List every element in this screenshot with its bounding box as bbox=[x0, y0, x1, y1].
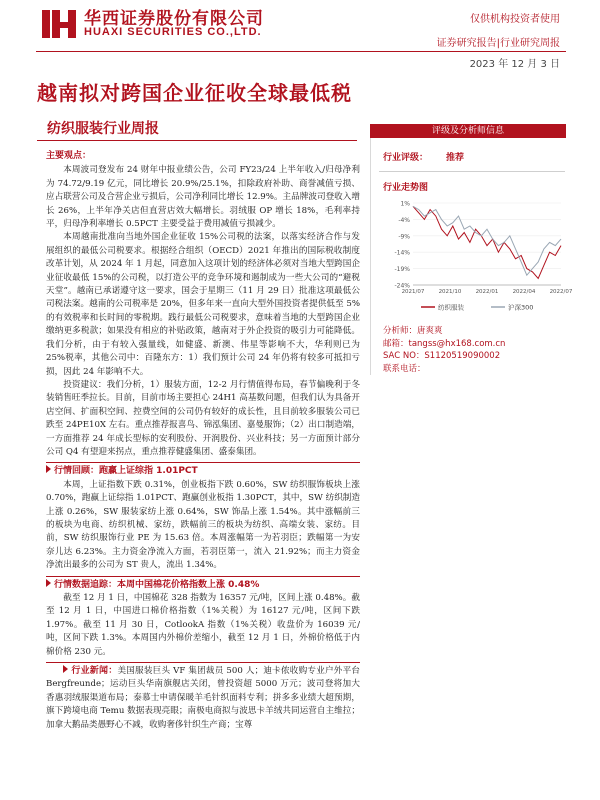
legend-label: 纺织服装 bbox=[438, 303, 464, 312]
sidebar-header: 评级及分析师信息 bbox=[370, 124, 566, 138]
industry-rating bbox=[371, 138, 566, 163]
x-tick-label: 2022/01 bbox=[475, 289, 499, 295]
triangle-bullet-icon bbox=[46, 579, 51, 587]
section-divider bbox=[46, 462, 360, 463]
section-heading-data: 行情数据追踪：本周中国棉花价格指数上涨 0.48% bbox=[46, 579, 360, 592]
report-subtitle: 纺织服装行业周报 bbox=[47, 121, 159, 137]
y-tick-label: -9% bbox=[398, 233, 410, 241]
page-header bbox=[0, 0, 600, 60]
analyst-name: 分析师：唐爽爽 bbox=[383, 326, 443, 336]
y-tick-label: 1% bbox=[400, 200, 410, 208]
sidebar bbox=[370, 124, 573, 375]
triangle-bullet-icon bbox=[46, 465, 51, 473]
trend-chart-svg bbox=[377, 199, 573, 319]
report-title: 越南拟对跨国企业征收全球最低税 bbox=[37, 81, 352, 105]
paragraph-vietnam-tax: 本周越南批准向当地外国企业征收 15%公司税的法案，以落实经济合作与发展组织的最低公司税要求。根据经合组织（OECD）2021 年推出的国际税收制度改革计划，从 2024 年 1 月起，同意加入这项计划的经济体必须对当地大型跨国企业征收最低 15%的公司税，以打造公平的竞争环境和遏制成为一些大公司的“避税天堂”。越南已承诺遵守这一要求，国会于星期三（11 月 29 日）批准这项最低公司税法案。越南的公司税率是 20%，但多年来一直向大型外国投资者提供低至 5%的有效税率和长时间的零税期。践行最低公司税要求，意味着当地的大型跨国企业缴纳更多税款；如果没有相应的补贴政策，越南对于外企投资的吸引力可能降低。我们分析，由于有较入强量线，如健盛、新澳、伟星等影响不大，华利则已为 25%税率，其他公司中：百隆东方：1）我们预计公司 24 年仍将有较多可抵扣亏损，因此 24 年影响不大。 bbox=[46, 232, 360, 377]
x-tick-label: 2022/04 bbox=[512, 289, 536, 295]
section-divider bbox=[46, 576, 360, 577]
section-divider bbox=[46, 662, 360, 663]
series-line bbox=[413, 206, 561, 278]
trend-chart bbox=[377, 199, 573, 319]
report-date: 2023 年 12 月 3 日 bbox=[469, 59, 560, 70]
y-tick-label: -4% bbox=[398, 216, 410, 224]
audience-note: 仅供机构投资者使用 bbox=[470, 14, 560, 25]
x-tick-label: 2021/07 bbox=[401, 289, 425, 295]
y-tick-label: -24% bbox=[394, 282, 410, 290]
analyst-sac: SAC NO：S1120519090002 bbox=[383, 351, 501, 361]
brand-name-cn: 华西证券股份有限公司 bbox=[84, 9, 264, 29]
section-news bbox=[46, 665, 360, 732]
brand-name-en: HUAXI SECURITIES CO.,LTD. bbox=[84, 26, 262, 38]
analyst-email: 邮箱：tangss@hx168.com.cn bbox=[383, 338, 506, 349]
x-tick-label: 2021/10 bbox=[438, 289, 462, 295]
section-text-market: 本周，上证指数下跌 0.31%，创业板指下跌 0.60%，SW 纺织服饰板块上涨 0.70%，跑赢上证综指 1.01PCT、跑赢创业板指 1.30PCT，其中，SW 纺织制造上涨 0.26%，SW 服装家纺上涨 0.64%，SW 饰品上涨 1.54%。其中涨幅前三的板块为电商、纺织机械、家纺，跌幅前三的板块为纺织、高端女装、家纺。目前，SW 纺织服饰行业 PE 为 15.63 倍。本周涨幅第一为若羽臣；跌幅第一为安奈儿达 6.23%。主力资金净流入方面，若羽臣第一，流入 21.92%；而主力资金净流出最多的公司为 ST 贵人，流出 1.34%。 bbox=[46, 479, 360, 571]
triangle-bullet-icon bbox=[63, 665, 68, 673]
y-tick-label: -19% bbox=[394, 266, 410, 274]
y-tick-label: -14% bbox=[394, 249, 410, 257]
paragraph-earnings: 本周波司登发布 24 财年中报业绩公告，公司 FY23/24 上半年收入/归母净利为 74.72/9.19 亿元，同比增长 20.9%/25.1%，扣除政府补助、商誉减值亏损、应占联营公司及合营企业亏损后，公司净利同比增长 12.9%。主品牌波司登收入增长 26%，上半年净关店但直营店效大幅增长。羽绒服 OP 增长 18%，毛利率持平，归母净利率增长 0.5PCT 主要受益于费用减值亏损减少。 bbox=[46, 165, 360, 230]
series-line bbox=[413, 206, 561, 275]
huaxi-logo-icon bbox=[38, 6, 78, 42]
header-divider bbox=[36, 51, 566, 52]
section-heading-news: 行业新闻： bbox=[63, 666, 117, 676]
main-content bbox=[46, 150, 360, 732]
analyst-phone: 联系电话： bbox=[383, 363, 426, 374]
rating-label: 行业评级： bbox=[383, 153, 429, 163]
rating-value: 推荐 bbox=[446, 153, 465, 163]
paragraph-investment: 投资建议：我们分析，1）服装方面，12-2 月行情值得布局，春节偏晚利于冬装销售旺季拉长。目前，目前市场主要担心 24H1 高基数问题，但我们认为具备开店空间、扩面积空间、控费空间的公司仍有较好的成长性，且目前较多服装公司已跌至 24PE10X 左右。重点推荐报喜鸟、锦泓集团、嘉曼服饰；（2）出口制造端，一方面推荐 24 年成长型标的安利股份、开润股份、兴业科技；另一方面预计部分公司 Q4 有望迎来拐点，重点推荐健盛集团、盛泰集团。 bbox=[46, 379, 360, 457]
analyst-info bbox=[371, 319, 566, 375]
key-points-heading: 主要观点： bbox=[46, 151, 92, 161]
trend-chart-title: 行业走势图 bbox=[383, 183, 429, 193]
section-text-news: 美国服装巨头 VF 集团裁员 500 人；迪卡侬收购专业户外平台 Bergfreunde；运动巨头华南旗舰店关闭，曾投资超 5000 万元；波司登将加大香惠羽绒服渠道布局；泰慕士申请保暖羊毛针织面料专利；拼多多业绩大超预期，旗下跨境电商 Temu 数据表现亮眼；南极电商拟与波思卡羊绒共同运营自主维拉；加拿大鹅品类愚野心不减，收购奢侈针织生产商；宝尊 bbox=[46, 666, 360, 730]
section-text-data: 截至 12 月 1 日，中国棉花 328 指数为 16357 元/吨，区间上涨 0.48%。截至 12 月 1 日，中国进口棉价格指数（1%关税）为 16127 元/吨，区间下跌 1.97%。截至 11 月 30 日，CotlookA 指数（1%关税）收盘价为 16039 元/吨，区间下跌 1.3%。本周国内外棉价差缩小，截至 12 月 1 日，外棉价格低于内棉价格 230 元。 bbox=[46, 593, 360, 657]
legend-label: 沪深300 bbox=[508, 303, 534, 312]
section-heading-market: 行情回顾：跑赢上证综指 1.01PCT bbox=[46, 465, 360, 478]
sidebar-box bbox=[370, 138, 573, 375]
report-type: 证券研究报告|行业研究周报 bbox=[436, 38, 560, 49]
subtitle-divider bbox=[37, 140, 357, 141]
x-tick-label: 2022/07 bbox=[549, 289, 573, 295]
